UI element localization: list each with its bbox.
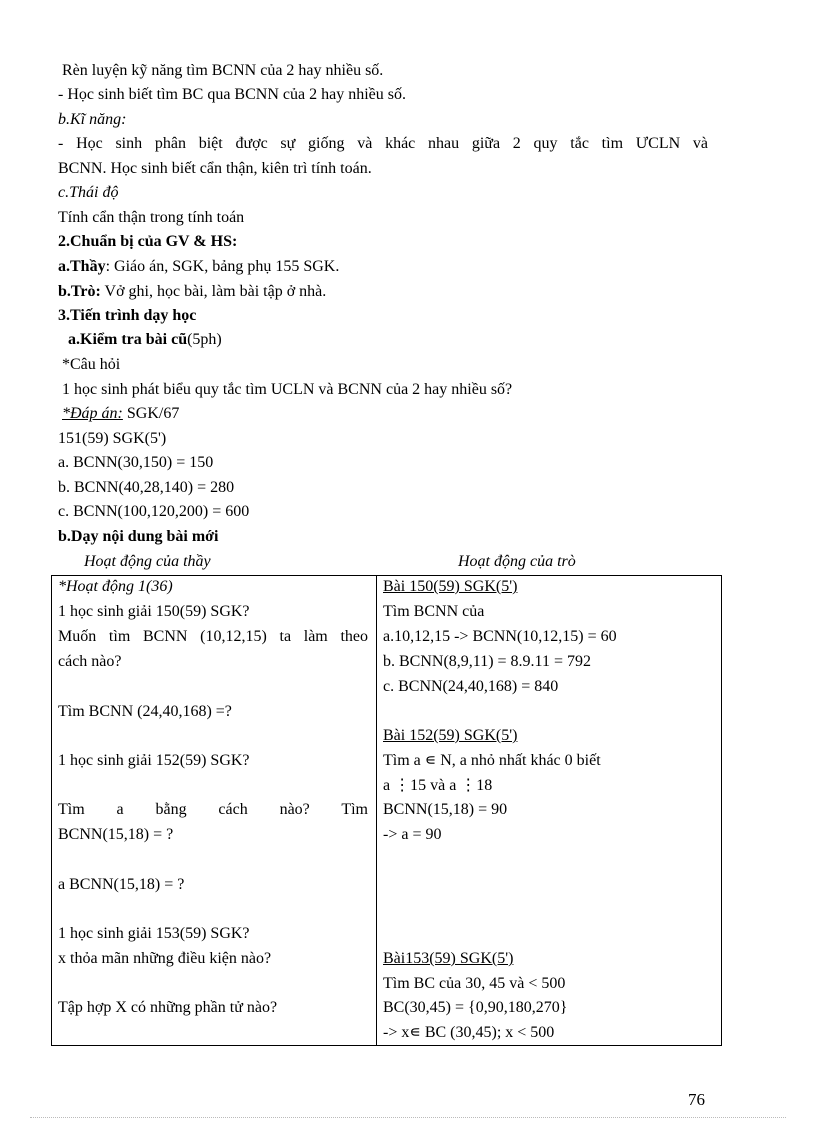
exercise-150-title: Bài 150(59) SGK(5') <box>383 578 518 595</box>
teacher-line-3: Muốn tìm BCNN (10,12,15) ta làm theo <box>58 628 368 645</box>
student-line-3: b. BCNN(8,9,11) = 8.9.11 = 792 <box>383 653 591 670</box>
intro-line-2: - Học sinh biết tìm BC qua BCNN của 2 hay nhiều số. <box>58 86 406 103</box>
student-line-4: c. BCNN(24,40,168) = 840 <box>383 678 559 695</box>
activity-table <box>51 575 722 1046</box>
teacher-column <box>52 576 377 1046</box>
prep-teacher <box>58 257 339 277</box>
exercise-151: 151(59) SGK(5') <box>58 430 167 447</box>
check-label: a.Kiểm tra bài cũ <box>68 331 188 348</box>
student-column <box>377 576 722 1046</box>
header-student-activity: Hoạt động của trò <box>458 553 576 570</box>
new-lesson-heading: b.Dạy nội dung bài mới <box>58 528 219 545</box>
student-line-5: Tìm a ∊ N, a nhỏ nhất khác 0 biết <box>383 752 601 769</box>
teacher-line-9: a BCNN(15,18) = ? <box>58 876 185 893</box>
check-time: (5ph) <box>187 331 222 348</box>
teacher-line-7: Tìm a bằng cách nào? Tìm <box>58 801 368 818</box>
teacher-line-1: *Hoạt động 1(36) <box>58 578 173 595</box>
answer-line <box>62 404 179 424</box>
question-text: 1 học sinh phát biểu quy tắc tìm UCLN và BCNN của 2 hay nhiều số? <box>62 381 513 398</box>
student-line-7: BCNN(15,18) = 90 <box>383 801 508 818</box>
header-teacher-activity: Hoạt động của thầy <box>84 553 211 570</box>
teacher-line-10: 1 học sinh giải 153(59) SGK? <box>58 925 250 942</box>
attitude-text: Tính cẩn thận trong tính toán <box>58 209 245 226</box>
skills-heading: b.Kĩ năng: <box>58 111 127 128</box>
check-line <box>68 330 222 350</box>
answer-c: c. BCNN(100,120,200) = 600 <box>58 503 250 520</box>
skills-line-1: - Học sinh phân biệt được sự giống và khác nhau giữa 2 quy tắc tìm ƯCLN và <box>58 135 708 152</box>
teacher-line-5: Tìm BCNN (24,40,168) =? <box>58 703 232 720</box>
answer-label: *Đáp án: <box>62 405 123 422</box>
student-line-9: Tìm BC của 30, 45 và < 500 <box>383 975 566 992</box>
student-line-2: a.10,12,15 -> BCNN(10,12,15) = 60 <box>383 628 617 645</box>
answer-a: a. BCNN(30,150) = 150 <box>58 454 214 471</box>
skills-line-2: BCNN. Học sinh biết cẩn thận, kiên trì tính toán. <box>58 160 372 177</box>
footer-divider <box>30 1117 786 1118</box>
teacher-line-11: x thỏa mãn những điều kiện nào? <box>58 950 272 967</box>
student-line-1: Tìm BCNN của <box>383 603 485 620</box>
prep-student <box>58 282 326 302</box>
question-label: *Câu hỏi <box>62 356 121 373</box>
page-number: 76 <box>688 1090 705 1109</box>
exercise-153-title: Bài153(59) SGK(5') <box>383 950 514 967</box>
teacher-line-6: 1 học sinh giải 152(59) SGK? <box>58 752 250 769</box>
teacher-line-8: BCNN(15,18) = ? <box>58 826 174 843</box>
intro-line-1: Rèn luyện kỹ năng tìm BCNN của 2 hay nhiều số. <box>62 62 384 79</box>
prep-student-text: Vở ghi, học bài, làm bài tập ở nhà. <box>100 283 327 300</box>
teacher-line-2: 1 học sinh giải 150(59) SGK? <box>58 603 250 620</box>
process-heading: 3.Tiến trình dạy học <box>58 307 197 324</box>
answer-b: b. BCNN(40,28,140) = 280 <box>58 479 235 496</box>
student-line-8: -> a = 90 <box>383 826 442 843</box>
attitude-heading: c.Thái độ <box>58 184 119 201</box>
prep-teacher-label: a.Thầy <box>58 258 106 275</box>
teacher-line-4: cách nào? <box>58 653 122 670</box>
prep-heading: 2.Chuẩn bị của GV & HS: <box>58 233 238 250</box>
exercise-152-title: Bài 152(59) SGK(5') <box>383 727 518 744</box>
student-line-6: a ⋮15 và a ⋮18 <box>383 777 493 794</box>
prep-student-label: b.Trò: <box>58 283 101 300</box>
teacher-line-12: Tập hợp X có những phần tử nào? <box>58 999 278 1016</box>
prep-teacher-text: : Giáo án, SGK, bảng phụ 155 SGK. <box>105 258 340 275</box>
student-line-10: BC(30,45) = {0,90,180,270} <box>383 999 568 1016</box>
student-line-11: -> x∊ BC (30,45); x < 500 <box>383 1024 555 1041</box>
answer-text: SGK/67 <box>122 405 180 422</box>
